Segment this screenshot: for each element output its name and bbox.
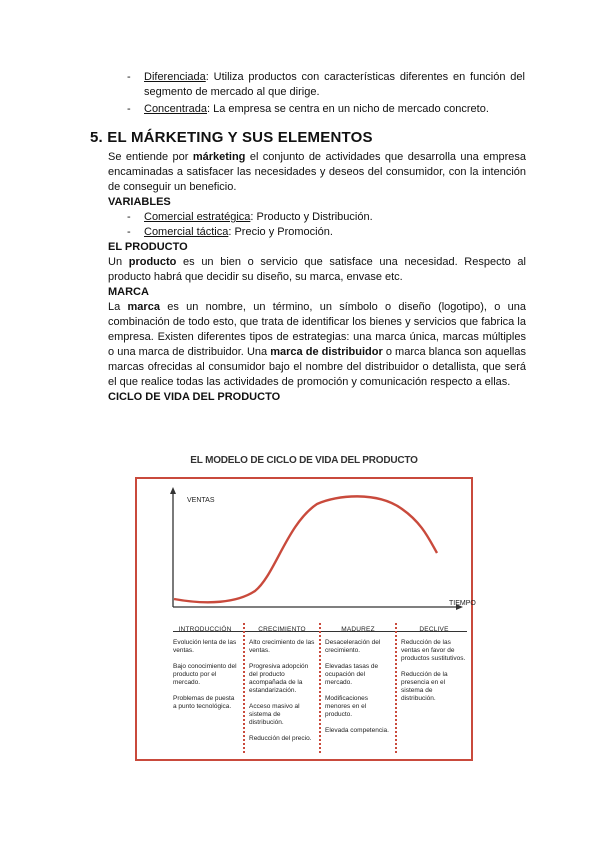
stage-item: Modificaciones menores en el producto. xyxy=(325,695,368,718)
stage-madurez xyxy=(325,626,391,743)
stage-divider xyxy=(319,623,321,753)
section-body xyxy=(108,150,526,405)
marketing-definition: Se entiende por márketing el conjunto de actividades que desarrolla una empresa encaminadas a satisfacer las necesidades y deseos del consumidor, con la intención de conseguir un beneficio. xyxy=(108,151,526,193)
stage-item: Elevadas tasas de ocupación del mercado. xyxy=(325,663,379,686)
stage-introduccion xyxy=(173,626,237,719)
stage-item: Reducción de la presencia en el sistema de distribución. xyxy=(401,671,448,702)
sales-curve xyxy=(174,496,437,602)
bullet-text: : La empresa se centra en un nicho de mercado concreto. xyxy=(207,103,489,115)
stage-item: Acceso masivo al sistema de distribución. xyxy=(249,703,300,726)
stage-item: Bajo conocimiento del producto por el mercado. xyxy=(173,663,237,686)
stage-item: Reducción del precio. xyxy=(249,735,312,742)
variables-list xyxy=(127,210,526,240)
marca-definition: La marca es un nombre, un término, un símbolo o diseño (logotipo), o una combinación de todo esto, que trata de identificar los bienes y servicios que fabrica la empresa. Existen diferentes tipos de estrategias: una marca única, marcas múltiples o una marca de distribuidor. Una marca de distribuidor o marca blanca son aquellas marcas ofrecidas al consumidor bajo el nombre del distribuidor o detallista, que será el que realice todas las actividades de promoción y comunicación respecto a ellas. xyxy=(108,301,526,388)
segmentation-list xyxy=(127,70,525,119)
figure-title: EL MODELO DE CICLO DE VIDA DEL PRODUCTO xyxy=(190,455,418,466)
y-axis-arrow xyxy=(170,487,176,494)
stage-crecimiento xyxy=(249,626,315,751)
marca-heading: MARCA xyxy=(108,286,149,298)
stage-item: Evolución lenta de las ventas. xyxy=(173,639,237,654)
bullet-text: : Utiliza productos con características diferentes en función del segmento de mercado al que dirige. xyxy=(144,71,525,98)
stage-name: INTRODUCCIÓN xyxy=(178,626,232,633)
x-axis-label: TIEMPO xyxy=(449,600,476,607)
producto-heading: EL PRODUCTO xyxy=(108,241,188,253)
stage-item: Reducción de las ventas en favor de productos sustitutivos. xyxy=(401,639,466,662)
stage-name: MADUREZ xyxy=(341,626,375,633)
figure-frame xyxy=(135,477,476,761)
stage-name: DECLIVE xyxy=(419,626,449,633)
stage-item: Elevada competencia. xyxy=(325,727,389,734)
section-title: 5. EL MÁRKETING Y SUS ELEMENTOS xyxy=(90,129,373,146)
variables-heading: VARIABLES xyxy=(108,196,171,208)
stage-item: Problemas de puesta a punto tecnológica. xyxy=(173,695,235,710)
product-life-cycle-figure xyxy=(131,455,477,765)
list-item xyxy=(127,102,525,117)
producto-definition: Un producto es un bien o servicio que satisface una necesidad. Respecto al producto habrá que decidir su diseño, su marca, envase etc. xyxy=(108,256,526,283)
bullet-term: Diferenciada xyxy=(144,71,206,83)
bullet-term: Concentrada xyxy=(144,103,207,115)
y-axis-label: VENTAS xyxy=(187,497,215,504)
bullet-dash: - xyxy=(127,103,131,115)
list-item: - Comercial estratégica: Producto y Distribución. xyxy=(127,211,373,223)
stage-divider xyxy=(243,623,245,753)
stage-declive xyxy=(401,626,467,711)
stage-item: Desaceleración del crecimiento. xyxy=(325,639,381,654)
list-item xyxy=(127,70,525,100)
bullet-dash: - xyxy=(127,71,131,83)
stage-name: CRECIMIENTO xyxy=(258,626,306,633)
list-item: - Comercial táctica: Precio y Promoción. xyxy=(127,226,333,238)
stage-divider xyxy=(395,623,397,753)
ciclo-heading: CICLO DE VIDA DEL PRODUCTO xyxy=(108,391,281,403)
stage-item: Progresiva adopción del producto acompañada de la estandarización. xyxy=(249,663,309,694)
stage-item: Alto crecimiento de las ventas. xyxy=(249,639,315,654)
